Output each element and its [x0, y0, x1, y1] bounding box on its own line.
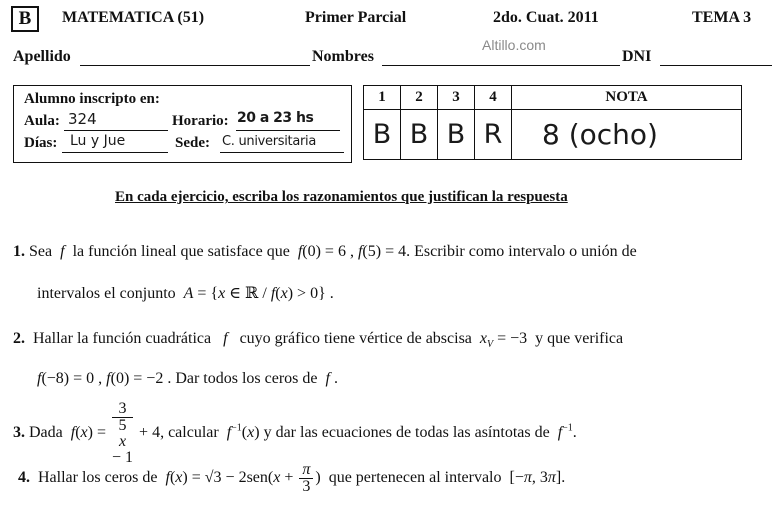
grade-header-4: 4 — [475, 86, 512, 110]
question-1-text-a: Sea — [29, 243, 53, 260]
days-line — [62, 152, 168, 153]
course-title: MATEMATICA (51) — [62, 9, 205, 26]
question-2-text-c: y que verifica — [535, 330, 624, 347]
grade-header-1: 1 — [364, 86, 401, 110]
days-value: Lu y Jue — [70, 133, 126, 149]
grade-header-nota: NOTA — [512, 86, 742, 110]
final-grade: 8 (ocho) — [512, 110, 742, 160]
question-1-text-c: . Escribir como intervalo o unión de — [406, 243, 637, 260]
question-3-inverse: $f^{-1}(x)$ — [226, 422, 260, 442]
grade-mark-4: R — [475, 110, 512, 160]
question-1-number: 1. — [13, 243, 25, 260]
room-label: Aula: — [24, 113, 60, 129]
room-line — [64, 130, 168, 131]
enrollment-title: Alumno inscripto en: — [24, 91, 160, 107]
exam-theme: TEMA 3 — [692, 9, 752, 26]
question-3-number: 3. — [13, 424, 25, 442]
site-value: C. universitaria — [222, 134, 317, 149]
question-1-text-b: la función lineal que satisface que — [72, 243, 290, 260]
grade-header-3: 3 — [438, 86, 475, 110]
question-2-vertex: $x_V = -3$ — [479, 330, 528, 351]
question-3-text-b: , calcular — [160, 424, 219, 442]
exam-variant: B — [18, 8, 32, 29]
question-4 — [18, 462, 565, 495]
question-2-text-d: . Dar todos los ceros de — [167, 370, 318, 387]
grades-table — [363, 85, 742, 160]
question-1-text-d: intervalos el conjunto — [37, 285, 176, 302]
question-4-function: f(x) = √3 − 2sen(x + $\frac{\pi}{3}$ ) — [165, 461, 321, 495]
id-label: DNI — [622, 48, 652, 65]
question-2-number: 2. — [13, 330, 25, 347]
question-4-text-b: que pertenecen al intervalo — [328, 469, 502, 487]
question-3-function: f(x) = 3 5 x − 1 + 4 — [70, 400, 161, 466]
instructions: En cada ejercicio, escriba los razonamientos que justifican la respuesta — [115, 189, 568, 205]
question-3 — [13, 401, 577, 466]
question-1-set: A = {x ∈ ℝ / f(x) > 0} . — [183, 285, 334, 302]
question-2-conditions: f(−8) = 0 , f(0) = −2 — [37, 370, 164, 387]
question-1: 1. Sea f la función lineal que satisface que f(0) = 6 , f(5) = 4. Escribir como intervalo o unión de — [13, 243, 637, 260]
grade-mark-1: B — [364, 110, 401, 160]
question-2: 2. Hallar la función cuadrática f cuyo gráfico tiene vértice de abscisa $x_V = -3$ y que verifica — [13, 330, 624, 351]
schedule-value: 20 a 23 hs — [237, 110, 314, 126]
grade-mark-2: B — [401, 110, 438, 160]
exam-variant-box — [11, 6, 39, 32]
site-label: Sede: — [175, 135, 210, 151]
question-2-line-2: f(−8) = 0 , f(0) = −2 . Dar todos los ceros de f . — [37, 370, 338, 387]
question-3-text-a: Dada — [29, 424, 63, 442]
days-label: Días: — [24, 135, 58, 151]
question-2-text-b: cuyo gráfico tiene vértice de abscisa — [239, 330, 472, 347]
surname-label: Apellido — [13, 48, 71, 65]
id-line[interactable] — [660, 65, 772, 66]
question-4-number: 4. — [18, 469, 30, 487]
watermark: Altillo.com — [482, 37, 546, 53]
schedule-line — [236, 130, 340, 131]
names-line[interactable] — [382, 65, 620, 66]
question-3-text-c: y dar las ecuaciones de todas las asíntotas de — [263, 424, 550, 442]
question-2-text-a: Hallar la función cuadrática — [33, 330, 212, 347]
exam-name: Primer Parcial — [305, 9, 407, 26]
question-3-inverse-end: $f^{-1}$. — [557, 422, 577, 442]
question-1-line-2 — [37, 283, 334, 303]
names-label: Nombres — [312, 48, 374, 65]
schedule-label: Horario: — [172, 113, 229, 129]
grade-header-2: 2 — [401, 86, 438, 110]
grade-mark-3: B — [438, 110, 475, 160]
question-4-interval: [−π, 3π]. — [509, 469, 566, 487]
exam-term: 2do. Cuat. 2011 — [493, 9, 599, 26]
site-line — [220, 152, 344, 153]
question-1-formula: f(0) = 6 , f(5) = 4 — [297, 243, 407, 260]
room-value: 324 — [68, 110, 97, 128]
surname-line[interactable] — [80, 65, 310, 66]
question-4-text-a: Hallar los ceros de — [38, 469, 158, 487]
